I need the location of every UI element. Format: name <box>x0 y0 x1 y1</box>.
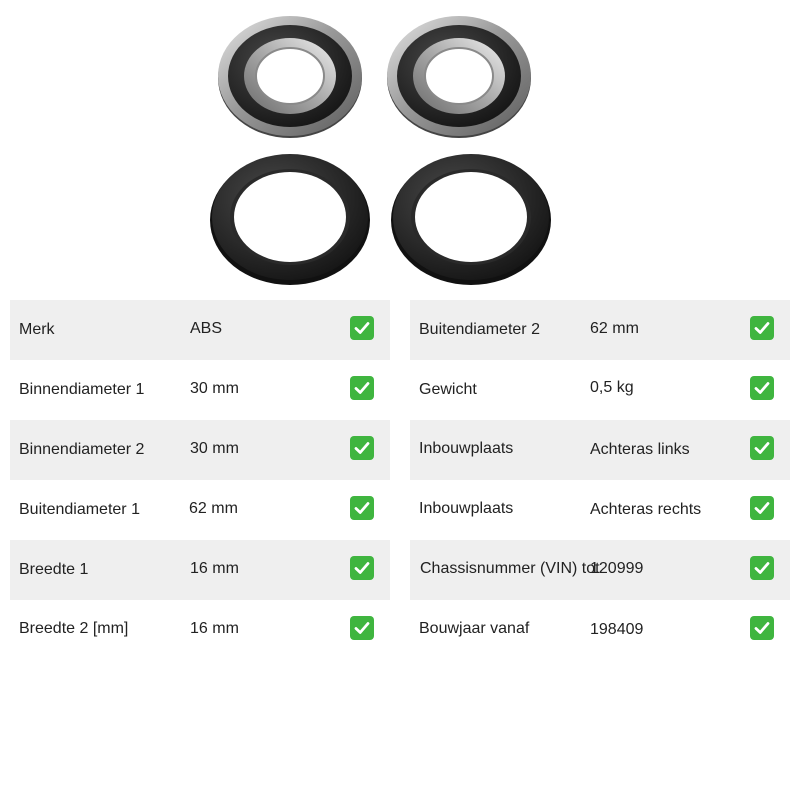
spec-value: ABS <box>190 320 223 337</box>
spec-row <box>410 480 790 540</box>
spec-value: 16 mm <box>190 560 239 577</box>
spec-row <box>10 540 390 600</box>
spec-row <box>10 420 390 480</box>
spec-row <box>410 540 790 600</box>
check-mark-icon <box>350 556 374 580</box>
spec-row <box>10 600 390 660</box>
spec-label: Breedte 1 <box>19 561 89 578</box>
spec-row <box>10 480 390 540</box>
spec-table-left <box>10 300 390 660</box>
spec-value: 0,5 kg <box>590 379 634 396</box>
spec-label: Binnendiameter 2 <box>19 441 145 458</box>
spec-label: Gewicht <box>419 381 477 398</box>
spec-value: 62 mm <box>189 500 238 517</box>
check-mark-icon <box>750 436 774 460</box>
check-mark-icon <box>350 316 374 340</box>
spec-row <box>410 360 790 420</box>
check-mark-icon <box>750 556 774 580</box>
spec-row <box>10 300 390 360</box>
spec-value: 62 mm <box>590 320 639 337</box>
spec-row <box>410 300 790 360</box>
check-mark-icon <box>750 376 774 400</box>
spec-label: Buitendiameter 2 <box>419 321 540 338</box>
spec-label: Bouwjaar vanaf <box>419 620 530 637</box>
oil-seal-right-icon <box>391 154 551 285</box>
spec-value: Achteras links <box>590 441 690 458</box>
spec-label: Breedte 2 [mm] <box>19 620 129 637</box>
spec-label: Binnendiameter 1 <box>19 381 145 398</box>
check-mark-icon <box>350 616 374 640</box>
spec-value: 198409 <box>590 621 644 638</box>
check-mark-icon <box>750 316 774 340</box>
spec-row <box>10 360 390 420</box>
spec-value: 16 mm <box>190 620 239 637</box>
spec-table-right <box>410 300 790 660</box>
oil-seal-left-icon <box>210 154 370 285</box>
check-mark-icon <box>350 376 374 400</box>
wheel-bearing-right-icon <box>387 16 531 138</box>
spec-label: Chassisnummer (VIN) tot <box>420 560 600 577</box>
product-image <box>200 10 560 290</box>
check-mark-icon <box>750 616 774 640</box>
spec-value: 30 mm <box>190 440 239 457</box>
check-mark-icon <box>350 436 374 460</box>
spec-row <box>410 600 790 660</box>
check-mark-icon <box>750 496 774 520</box>
spec-value: Achteras rechts <box>590 501 702 518</box>
spec-value: 120999 <box>590 560 644 577</box>
spec-row <box>410 420 790 480</box>
wheel-bearing-left-icon <box>218 16 362 138</box>
spec-label: Inbouwplaats <box>419 440 514 457</box>
spec-label: Buitendiameter 1 <box>19 501 140 518</box>
check-mark-icon <box>350 496 374 520</box>
spec-value: 30 mm <box>190 380 239 397</box>
spec-label: Merk <box>19 321 55 338</box>
spec-label: Inbouwplaats <box>419 500 514 517</box>
